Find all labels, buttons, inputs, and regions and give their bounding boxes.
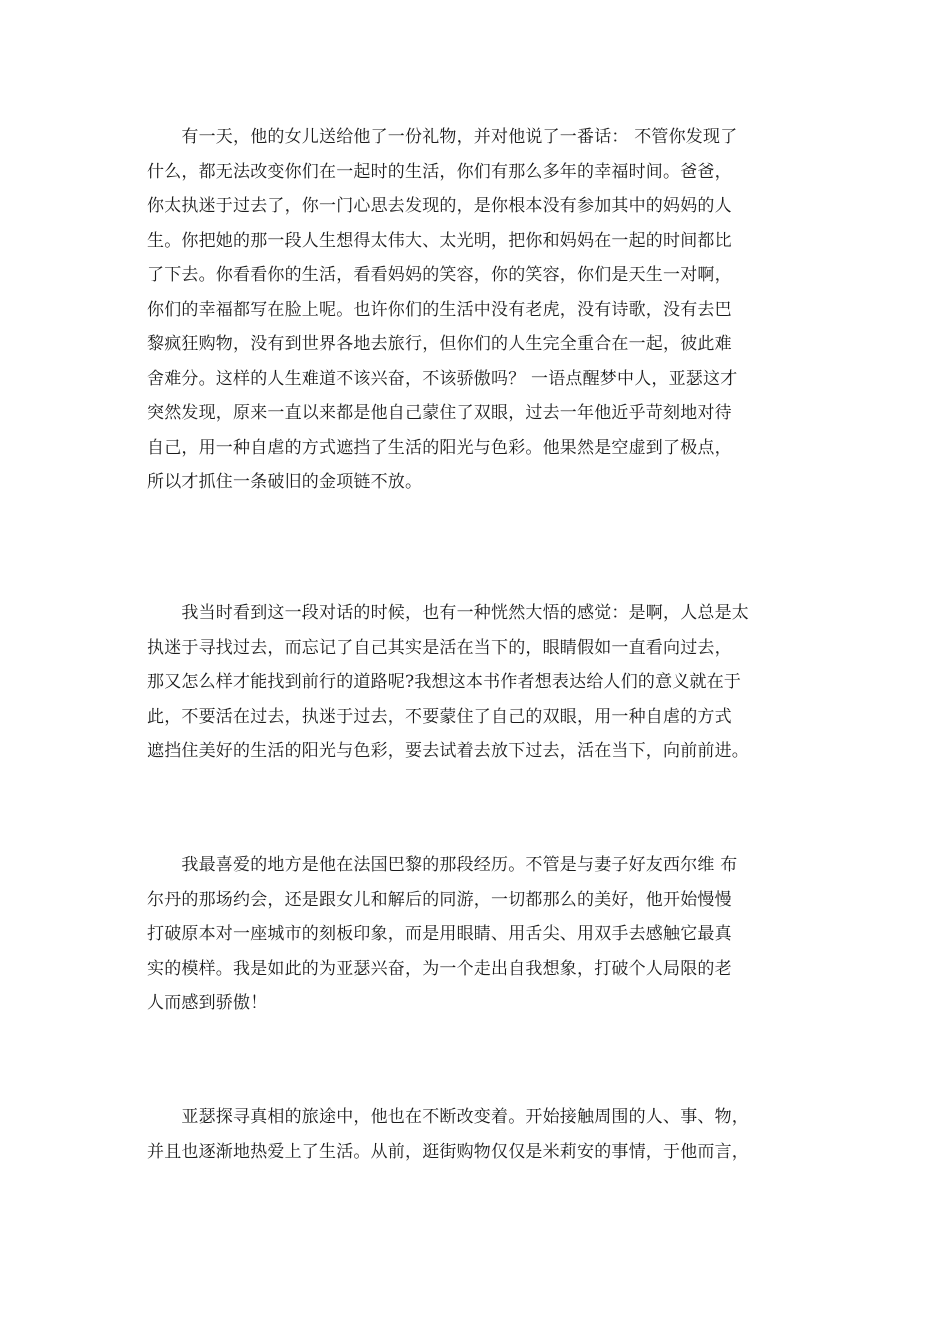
text-line: 人而感到骄傲！ [147,993,268,1013]
text-line: 实的模样。我是如此的为亚瑟兴奋，为一个走出自我想象，打破个人局限的老 [147,958,732,979]
paragraph-1 [147,120,807,500]
text-line: 突然发现，原来一直以来都是他自己蒙住了双眼，过去一年他近乎苛刻地对待 [147,403,732,423]
text-line: 尔丹的那场约会，还是跟女儿和解后的同游，一切都那么的美好，他开始慢慢 [147,889,732,910]
text-line: 有一天，他的女儿送给他了一份礼物，并对他说了一番话： 不管你发现了 [147,127,738,147]
text-line: 生。你把她的那一段人生想得太伟大、太光明，把你和妈妈在一起的时间都比 [147,230,732,251]
text-line: 舍难分。这样的人生难道不该兴奋，不该骄傲吗？ 一语点醒梦中人，亚瑟这才 [147,368,738,389]
paragraph-2 [147,596,807,769]
text-line: 你们的幸福都写在脸上呢。也许你们的生活中没有老虎，没有诗歌，没有去巴 [147,299,732,320]
text-line: 黎疯狂购物，没有到世界各地去旅行，但你们的人生完全重合在一起，彼此难 [147,334,732,354]
text-line: 我当时看到这一段对话的时候，也有一种恍然大悟的感觉：是啊，人总是太 [147,603,749,623]
text-line: 你太执迷于过去了，你一门心思去发现的，是你根本没有参加其中的妈妈的人 [147,196,732,216]
text-line: 遮挡住美好的生活的阳光与色彩，要去试着去放下过去，活在当下，向前前进。 [147,741,749,761]
text-line: 我最喜爱的地方是他在法国巴黎的那段经历。不管是与妻子好友西尔维 布 [147,855,738,875]
text-line: 了下去。你看看你的生活，看看妈妈的笑容，你的笑容，你们是天生一对啊， [147,265,732,285]
text-line: 并且也逐渐地热爱上了生活。从前，逛街购物仅仅是米莉安的事情，于他而言， [147,1141,749,1162]
text-line: 自己，用一种自虐的方式遮挡了生活的阳光与色彩。他果然是空虚到了极点， [147,437,732,458]
text-line: 所以才抓住一条破旧的金项链不放。 [147,472,423,492]
text-line: 打破原本对一座城市的刻板印象，而是用眼睛、用舌尖、用双手去感触它最真 [147,924,732,944]
paragraph-3 [147,848,807,1021]
text-line: 此，不要活在过去，执迷于过去，不要蒙住了自己的双眼，用一种自虐的方式 [147,706,732,727]
text-line: 亚瑟探寻真相的旅途中，他也在不断改变着。开始接触周围的人、事、物， [147,1107,749,1127]
text-line: 那又怎么样才能找到前行的道路呢?我想这本书作者想表达给人们的意义就在于 [147,672,742,692]
text-line: 执迷于寻找过去，而忘记了自己其实是活在当下的，眼睛假如一直看向过去， [147,637,732,658]
text-line: 什么，都无法改变你们在一起时的生活，你们有那么多年的幸福时间。爸爸， [147,161,732,182]
paragraph-4 [147,1100,807,1169]
